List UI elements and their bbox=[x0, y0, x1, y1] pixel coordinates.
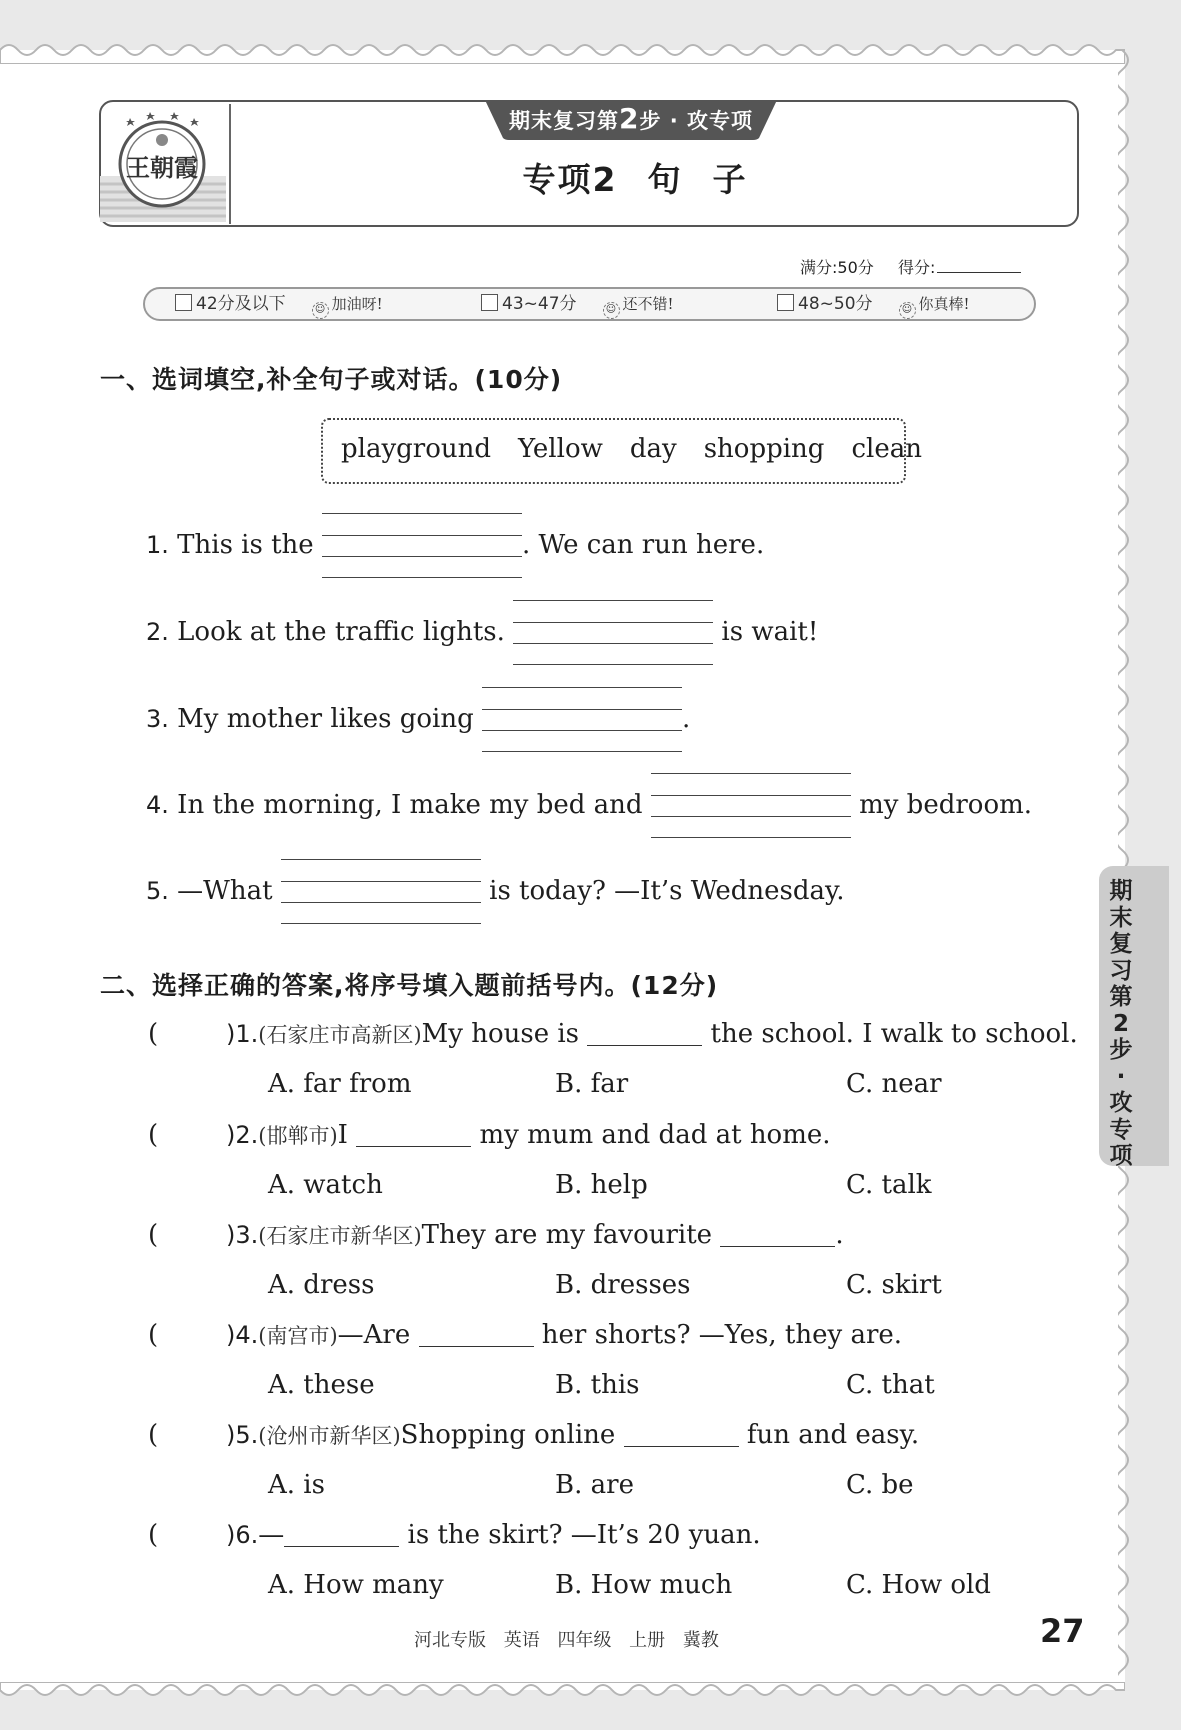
item-text: is wait! bbox=[713, 617, 819, 647]
answer-blank[interactable] bbox=[284, 1524, 399, 1547]
answer-blank[interactable] bbox=[419, 1324, 534, 1347]
item-text: . We can run here. bbox=[521, 530, 765, 560]
got-score-label: 得分: bbox=[897, 258, 936, 277]
top-wavy-border bbox=[0, 36, 1125, 64]
item-number: 5. bbox=[146, 877, 169, 905]
item-text: is today? —It’s Wednesday. bbox=[480, 876, 845, 906]
level-high bbox=[777, 289, 970, 319]
word-bank-box bbox=[321, 418, 922, 484]
option-a: A. How many bbox=[268, 1570, 444, 1600]
checkbox-icon[interactable] bbox=[175, 294, 192, 311]
answer-blank[interactable] bbox=[356, 1124, 471, 1147]
item-text: my mum and dad at home. bbox=[471, 1120, 831, 1150]
smiley-icon: ☺ bbox=[312, 302, 329, 319]
region-tag: (石家庄市新华区) bbox=[258, 1224, 422, 1248]
item-text: Shopping online bbox=[400, 1420, 624, 1450]
answer-lines[interactable] bbox=[322, 535, 522, 557]
footer-text: 河北专版 英语 四年级 上册 冀教 bbox=[414, 1630, 719, 1651]
option-a: A. is bbox=[268, 1470, 325, 1500]
step-prefix: 期末复习第 bbox=[508, 109, 619, 133]
option-b: B. are bbox=[555, 1470, 634, 1500]
title-char-2: 子 bbox=[712, 160, 748, 199]
item-number: )2. bbox=[226, 1121, 259, 1149]
item-text: is the skirt? —It’s 20 yuan. bbox=[399, 1520, 761, 1550]
score-blank[interactable] bbox=[937, 272, 1021, 273]
answer-lines[interactable] bbox=[482, 709, 682, 731]
fill-item-1 bbox=[146, 530, 764, 560]
answer-blank[interactable] bbox=[624, 1424, 739, 1447]
level-low bbox=[175, 289, 383, 319]
option-a: A. watch bbox=[268, 1170, 383, 1200]
side-tab-label: 期末复习第2步·攻专项 bbox=[1109, 878, 1133, 1169]
item-text: the school. I walk to school. bbox=[702, 1019, 1078, 1049]
mc-question-2 bbox=[148, 1120, 831, 1150]
item-number: 3. bbox=[146, 705, 169, 733]
option-b: B. far bbox=[555, 1069, 629, 1099]
answer-paren[interactable]: ( bbox=[148, 1520, 159, 1550]
item-text: I bbox=[337, 1120, 357, 1150]
mc-question-3 bbox=[148, 1220, 844, 1250]
level-range: 42分及以下 bbox=[196, 294, 286, 314]
logo-text: 王朝霞 bbox=[126, 153, 198, 182]
level-range: 48~50分 bbox=[798, 294, 873, 314]
item-text: They are my favourite bbox=[421, 1220, 721, 1250]
option-b: B. help bbox=[555, 1170, 648, 1200]
item-text: my bedroom. bbox=[850, 790, 1033, 820]
section-1-heading: 一、选词填空,补全句子或对话。(10分) bbox=[100, 365, 563, 394]
item-text: —Are bbox=[337, 1320, 419, 1350]
bottom-wavy-border bbox=[0, 1682, 1125, 1706]
answer-paren[interactable]: ( bbox=[148, 1120, 159, 1150]
answer-lines[interactable] bbox=[281, 881, 481, 903]
step-number: 2 bbox=[618, 102, 640, 135]
option-c: C. skirt bbox=[846, 1270, 942, 1300]
answer-lines[interactable] bbox=[513, 622, 713, 644]
item-number: )1. bbox=[226, 1020, 259, 1048]
item-text: . bbox=[835, 1220, 844, 1250]
item-number: )6. bbox=[226, 1521, 259, 1549]
answer-paren[interactable]: ( bbox=[148, 1019, 159, 1049]
item-number: 2. bbox=[146, 618, 169, 646]
fill-item-4 bbox=[146, 790, 1032, 820]
item-number: 4. bbox=[146, 791, 169, 819]
answer-paren[interactable]: ( bbox=[148, 1420, 159, 1450]
title-char-1: 句 bbox=[647, 160, 683, 199]
section-2-heading: 二、选择正确的答案,将序号填入题前括号内。(12分) bbox=[100, 971, 719, 1000]
item-text: — bbox=[258, 1520, 285, 1550]
level-mid bbox=[481, 289, 674, 319]
checkbox-icon[interactable] bbox=[481, 294, 498, 311]
option-a: A. dress bbox=[268, 1270, 375, 1300]
option-c: C. How old bbox=[846, 1570, 991, 1600]
fill-item-2 bbox=[146, 617, 818, 647]
item-number: 1. bbox=[146, 531, 169, 559]
score-line bbox=[800, 255, 1021, 278]
level-cheer: 加油呀! bbox=[331, 295, 383, 313]
option-c: C. near bbox=[846, 1069, 942, 1099]
option-b: B. How much bbox=[555, 1570, 733, 1600]
level-bar bbox=[143, 287, 1036, 321]
word-bank-item: clean bbox=[851, 434, 922, 464]
answer-lines[interactable] bbox=[651, 795, 851, 817]
option-b: B. this bbox=[555, 1370, 640, 1400]
item-text: Look at the traffic lights. bbox=[168, 617, 514, 647]
option-c: C. talk bbox=[846, 1170, 932, 1200]
option-a: A. far from bbox=[268, 1069, 412, 1099]
region-tag: (石家庄市高新区) bbox=[258, 1023, 422, 1047]
item-text: My house is bbox=[421, 1019, 588, 1049]
smiley-icon: ☺ bbox=[603, 302, 620, 319]
smiley-icon: ☺ bbox=[899, 302, 916, 319]
fill-item-3 bbox=[146, 704, 690, 734]
word-bank bbox=[341, 434, 922, 464]
word-bank-item: day bbox=[629, 434, 677, 464]
answer-paren[interactable]: ( bbox=[148, 1320, 159, 1350]
item-text: her shorts? —Yes, they are. bbox=[533, 1320, 903, 1350]
option-c: C. that bbox=[846, 1370, 935, 1400]
logo-divider bbox=[229, 104, 231, 224]
level-cheer: 你真棒! bbox=[918, 295, 970, 313]
item-number: )5. bbox=[226, 1421, 259, 1449]
option-c: C. be bbox=[846, 1470, 914, 1500]
item-text: . bbox=[681, 704, 691, 734]
mc-question-1 bbox=[148, 1019, 1078, 1049]
region-tag: (南宫市) bbox=[258, 1324, 338, 1348]
answer-blank[interactable] bbox=[720, 1224, 835, 1247]
item-text: This is the bbox=[168, 530, 322, 560]
item-number: )3. bbox=[226, 1221, 259, 1249]
page-number: 27 bbox=[1040, 1612, 1085, 1650]
level-cheer: 还不错! bbox=[622, 295, 674, 313]
region-tag: (邯郸市) bbox=[258, 1124, 338, 1148]
brand-logo-emblem bbox=[100, 104, 226, 222]
step-suffix: 步 · 攻专项 bbox=[639, 109, 754, 133]
word-bank-item: shopping bbox=[703, 434, 825, 464]
step-banner-text bbox=[485, 100, 777, 140]
answer-paren[interactable]: ( bbox=[148, 1220, 159, 1250]
word-bank-item: playground bbox=[341, 434, 492, 464]
region-tag: (沧州市新华区) bbox=[258, 1424, 401, 1448]
mc-question-5 bbox=[148, 1420, 919, 1450]
word-bank-item: Yellow bbox=[518, 434, 603, 464]
option-b: B. dresses bbox=[555, 1270, 691, 1300]
item-text: My mother likes going bbox=[168, 704, 482, 734]
level-range: 43~47分 bbox=[502, 294, 577, 314]
fill-item-5 bbox=[146, 876, 845, 906]
mc-question-4 bbox=[148, 1320, 902, 1350]
option-a: A. these bbox=[268, 1370, 375, 1400]
answer-blank[interactable] bbox=[587, 1023, 702, 1046]
checkbox-icon[interactable] bbox=[777, 294, 794, 311]
page-title bbox=[460, 154, 810, 201]
full-score-label: 满分:50分 bbox=[800, 258, 874, 277]
title-main: 专项2 bbox=[522, 160, 618, 199]
item-number: )4. bbox=[226, 1321, 259, 1349]
item-text: —What bbox=[168, 876, 281, 906]
mc-question-6 bbox=[148, 1520, 761, 1550]
item-text: In the morning, I make my bed and bbox=[168, 790, 651, 820]
item-text: fun and easy. bbox=[738, 1420, 920, 1450]
